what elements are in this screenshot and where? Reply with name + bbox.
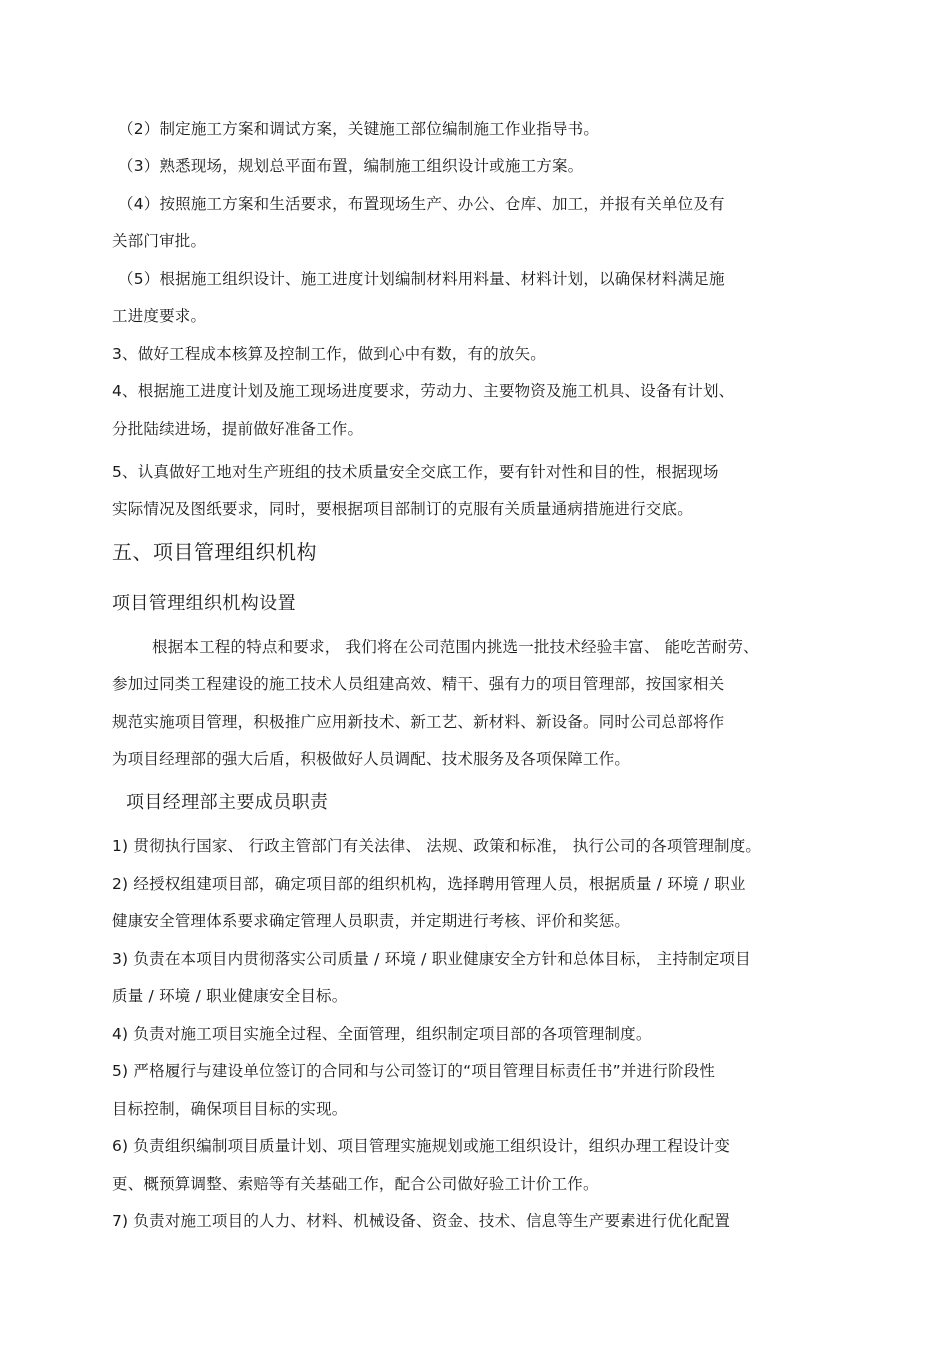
text-line: 实际情况及图纸要求，同时，要根据项目部制订的克服有关质量通病措施进行交底。 bbox=[112, 500, 693, 518]
duty-line: 更、概预算调整、索赔等有关基础工作，配合公司做好验工计价工作。 bbox=[112, 1175, 599, 1193]
text-line: （3）熟悉现场，规划总平面布置，编制施工组织设计或施工方案。 bbox=[118, 157, 584, 175]
text-line: 5、认真做好工地对生产班组的技术质量安全交底工作，要有针对性和目的性，根据现场 bbox=[112, 463, 719, 481]
paragraph-line: 规范实施项目管理，积极推广应用新技术、新工艺、新材料、新设备。同时公司总部将作 bbox=[112, 713, 725, 731]
text-line: （4）按照施工方案和生活要求，布置现场生产、办公、仓库、加工，并报有关单位及有 bbox=[118, 195, 725, 213]
duty-line: 健康安全管理体系要求确定管理人员职责，并定期进行考核、评价和奖惩。 bbox=[112, 912, 631, 930]
paragraph-line: 为项目经理部的强大后盾，积极做好人员调配、技术服务及各项保障工作。 bbox=[112, 750, 631, 768]
duty-line: 7) 负责对施工项目的人力、材料、机械设备、资金、技术、信息等生产要素进行优化配置 bbox=[112, 1212, 731, 1230]
subsection-title: 项目管理组织机构设置 bbox=[112, 593, 296, 614]
subsection-title-duties: 项目经理部主要成员职责 bbox=[126, 792, 329, 813]
text-line: 4、根据施工进度计划及施工现场进度要求，劳动力、主要物资及施工机具、设备有计划、 bbox=[112, 382, 735, 400]
duty-line: 6) 负责组织编制项目质量计划、项目管理实施规划或施工组织设计，组织办理工程设计变 bbox=[112, 1137, 731, 1155]
paragraph-line: 参加过同类工程建设的施工技术人员组建高效、精干、强有力的项目管理部，按国家相关 bbox=[112, 675, 725, 693]
text-line: 分批陆续进场，提前做好准备工作。 bbox=[112, 420, 364, 438]
duty-line: 目标控制，确保项目目标的实现。 bbox=[112, 1100, 348, 1118]
duty-line: 5) 严格履行与建设单位签订的合同和与公司签订的“项目管理目标责任书”并进行阶段性 bbox=[112, 1062, 716, 1080]
duty-line: 1) 贯彻执行国家、 行政主管部门有关法律、 法规、政策和标准， 执行公司的各项管理制度。 bbox=[112, 837, 762, 855]
text-line: 工进度要求。 bbox=[112, 307, 207, 325]
duty-line: 3) 负责在本项目内贯彻落实公司质量 / 环境 / 职业健康安全方针和总体目标， 主持制定项目 bbox=[112, 950, 751, 968]
paragraph-line: 根据本工程的特点和要求， 我们将在公司范围内挑选一批技术经验丰富、 能吃苦耐劳、 bbox=[152, 638, 759, 656]
text-line: 3、做好工程成本核算及控制工作，做到心中有数，有的放矢。 bbox=[112, 345, 546, 363]
section-title: 五、项目管理组织机构 bbox=[112, 540, 317, 564]
text-line: （5）根据施工组织设计、施工进度计划编制材料用料量、材料计划，以确保材料满足施 bbox=[118, 270, 725, 288]
duty-line: 4) 负责对施工项目实施全过程、全面管理，组织制定项目部的各项管理制度。 bbox=[112, 1025, 652, 1043]
text-line: 关部门审批。 bbox=[112, 232, 207, 250]
duty-line: 2) 经授权组建项目部，确定项目部的组织机构，选择聘用管理人员，根据质量 / 环境 / 职业 bbox=[112, 875, 746, 893]
duty-line: 质量 / 环境 / 职业健康安全目标。 bbox=[112, 987, 348, 1005]
text-line: （2）制定施工方案和调试方案，关键施工部位编制施工作业指导书。 bbox=[118, 120, 600, 138]
